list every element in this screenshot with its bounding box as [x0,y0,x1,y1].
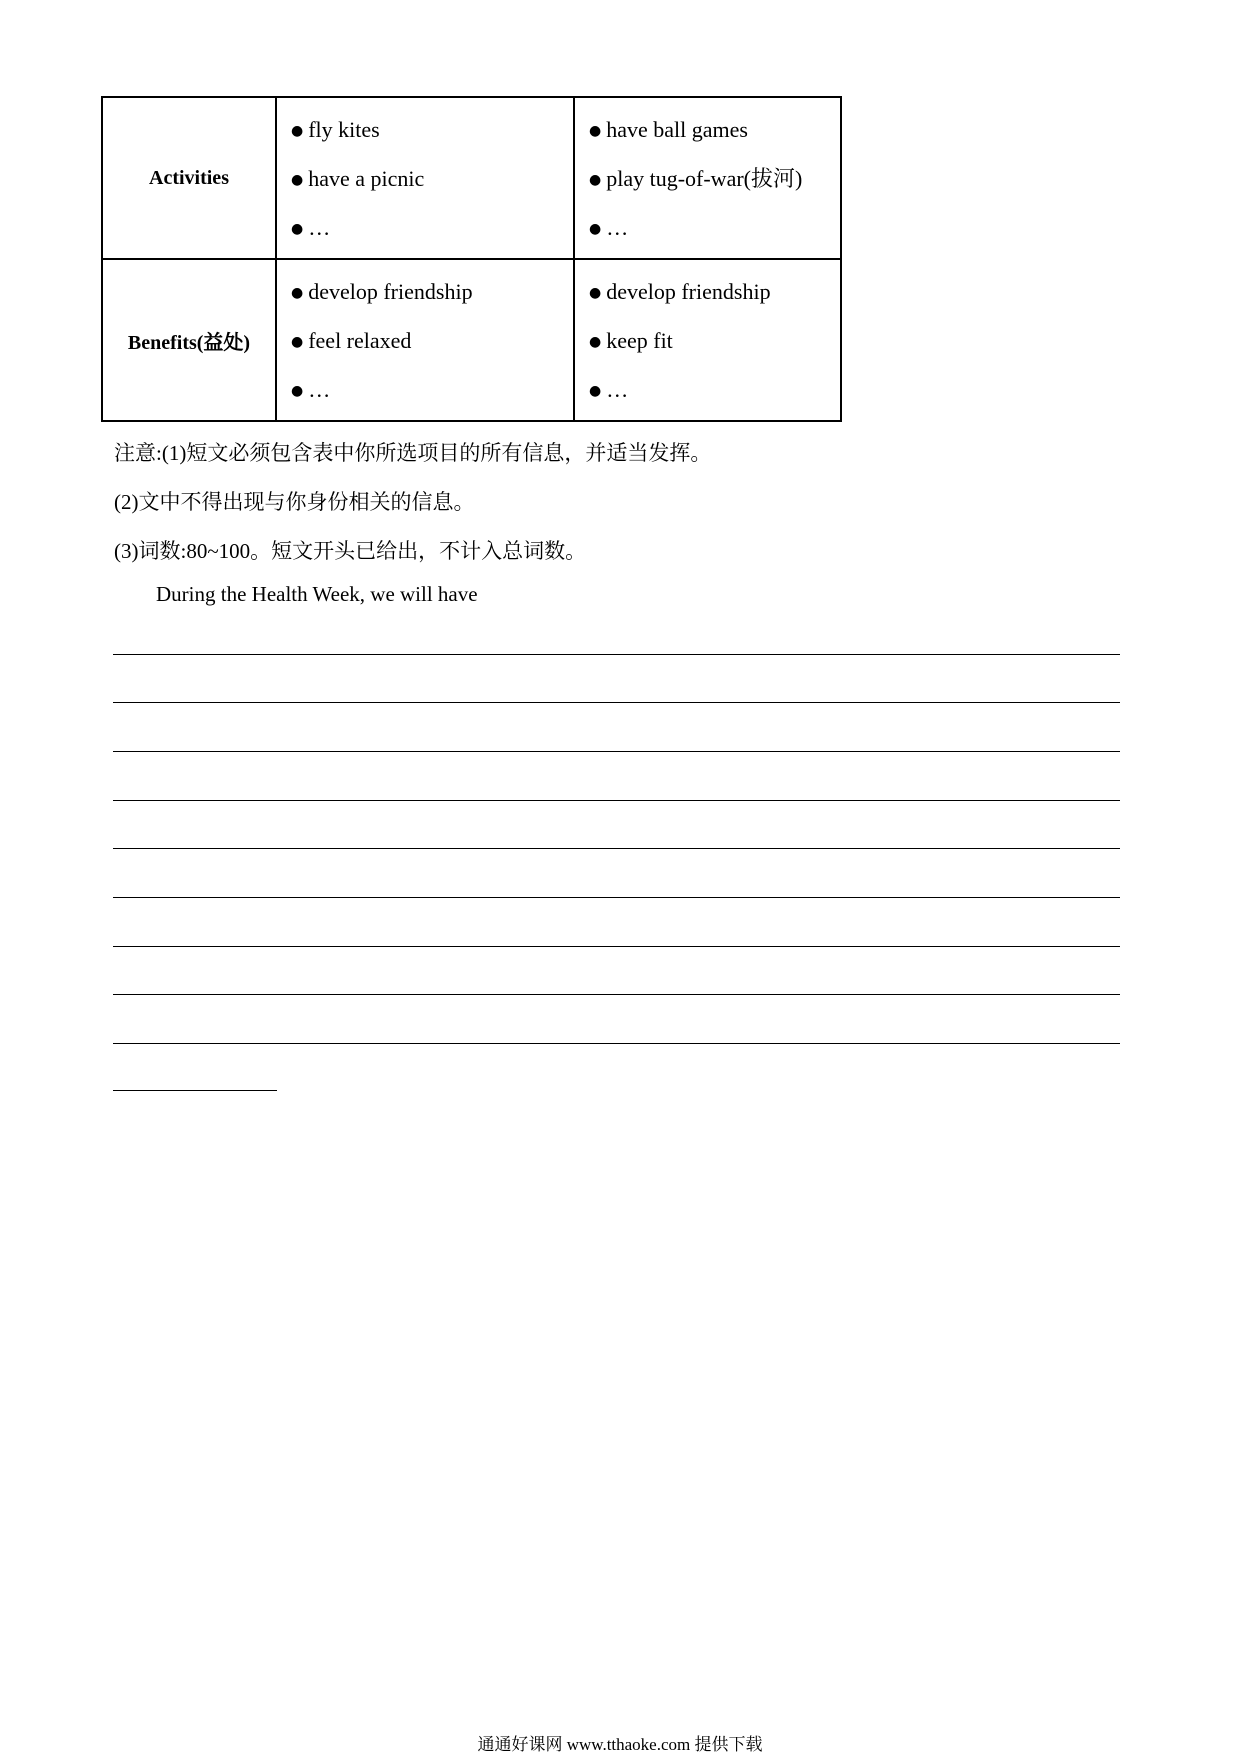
bullet-icon: ● [291,122,304,139]
bullet-icon: ● [291,333,304,350]
writing-line [113,654,1120,655]
bullet-icon: ● [589,382,602,399]
table-cell [276,259,574,421]
note-1: 注意:(1)短文必须包含表中你所选项目的所有信息，并适当发挥。 [114,441,712,465]
list-item: ● feel relaxed [291,327,412,353]
list-item: ● … [589,376,629,402]
table-cell [574,97,841,259]
writing-line [113,751,1120,752]
bullet-icon: ● [589,122,602,139]
row-header-benefits: Benefits(益处) [102,259,276,421]
writing-line-short [113,1090,277,1091]
list-item: ● fly kites [291,116,380,142]
writing-line [113,994,1120,995]
list-item: ● have ball games [589,116,748,142]
table-cell [574,259,841,421]
list-item: ● keep fit [589,327,673,353]
essay-starter: During the Health Week, we will have [156,582,478,606]
bullet-icon: ● [589,333,602,350]
list-item: ● develop friendship [589,278,771,304]
bullet-icon: ● [291,382,304,399]
writing-line [113,897,1120,898]
bullet-icon: ● [291,220,304,237]
list-item: ● … [291,214,331,240]
writing-line [113,946,1120,947]
table-row [102,97,841,259]
bullet-icon: ● [291,171,304,188]
bullet-icon: ● [291,284,304,301]
bullet-icon: ● [589,171,602,188]
table-cell [276,97,574,259]
writing-line [113,848,1120,849]
list-item: ● … [291,376,331,402]
activities-benefits-table [101,96,842,422]
list-item: ● have a picnic [291,165,425,191]
writing-line [113,702,1120,703]
row-header-activities: Activities [102,97,276,259]
note-3: (3)词数:80~100。短文开头已给出，不计入总词数。 [114,539,587,563]
bullet-icon: ● [589,284,602,301]
list-item: ● … [589,214,629,240]
writing-line [113,800,1120,801]
table-row [102,259,841,421]
writing-line [113,1043,1120,1044]
note-2: (2)文中不得出现与你身份相关的信息。 [114,490,475,514]
bullet-icon: ● [589,220,602,237]
page-footer: 通通好课网 www.tthaoke.com 提供下载 [477,1735,763,1754]
list-item: ● develop friendship [291,278,473,304]
list-item: ● play tug-of-war(拔河) [589,165,803,191]
